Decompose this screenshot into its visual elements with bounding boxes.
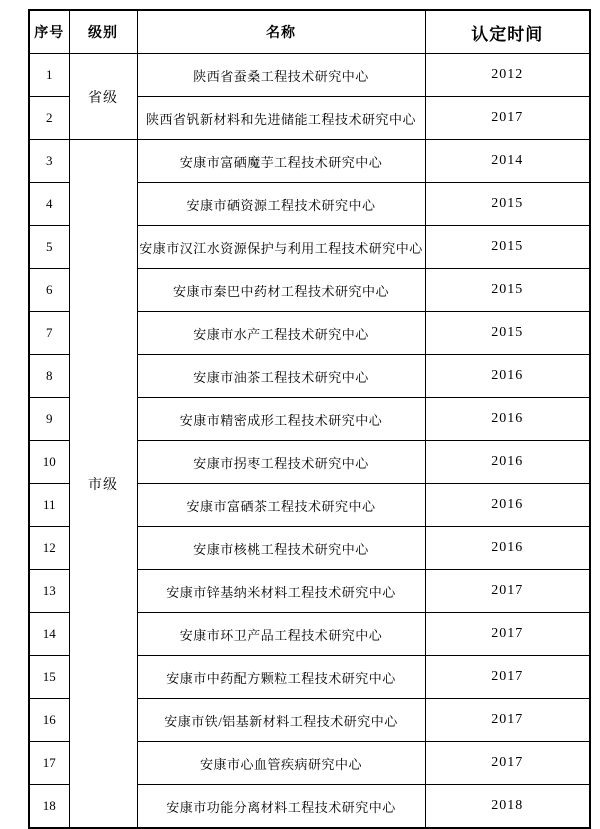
table-body — [29, 54, 590, 829]
cell-name: 安康市环卫产品工程技术研究中心 — [137, 613, 425, 656]
cell-serial-number: 7 — [29, 312, 69, 355]
table-row — [29, 140, 590, 183]
cell-serial-number: 8 — [29, 355, 69, 398]
cell-serial-number: 10 — [29, 441, 69, 484]
cell-level: 市级 — [69, 140, 137, 829]
header-name: 名称 — [137, 10, 425, 54]
cell-name: 安康市拐枣工程技术研究中心 — [137, 441, 425, 484]
cell-serial-number: 13 — [29, 570, 69, 613]
cell-name: 安康市硒资源工程技术研究中心 — [137, 183, 425, 226]
cell-year: 2016 — [425, 441, 590, 484]
cell-year: 2017 — [425, 613, 590, 656]
header-level: 级别 — [69, 10, 137, 54]
cell-year: 2017 — [425, 97, 590, 140]
cell-name: 安康市铁/铝基新材料工程技术研究中心 — [137, 699, 425, 742]
cell-serial-number: 16 — [29, 699, 69, 742]
cell-year: 2018 — [425, 785, 590, 829]
cell-year: 2016 — [425, 398, 590, 441]
cell-year: 2012 — [425, 54, 590, 97]
cell-serial-number: 2 — [29, 97, 69, 140]
table-row — [29, 54, 590, 97]
cell-name: 陕西省蚕桑工程技术研究中心 — [137, 54, 425, 97]
cell-name: 安康市心血管疾病研究中心 — [137, 742, 425, 785]
cell-year: 2016 — [425, 527, 590, 570]
cell-name: 安康市油茶工程技术研究中心 — [137, 355, 425, 398]
cell-serial-number: 5 — [29, 226, 69, 269]
cell-serial-number: 4 — [29, 183, 69, 226]
cell-serial-number: 17 — [29, 742, 69, 785]
cell-serial-number: 18 — [29, 785, 69, 829]
cell-serial-number: 15 — [29, 656, 69, 699]
cell-year: 2017 — [425, 570, 590, 613]
cell-serial-number: 6 — [29, 269, 69, 312]
cell-name: 安康市水产工程技术研究中心 — [137, 312, 425, 355]
cell-name: 安康市秦巴中药材工程技术研究中心 — [137, 269, 425, 312]
header-serial-number: 序号 — [29, 10, 69, 54]
cell-name: 安康市富硒茶工程技术研究中心 — [137, 484, 425, 527]
cell-name: 陕西省钒新材料和先进储能工程技术研究中心 — [137, 97, 425, 140]
header-row — [29, 10, 590, 54]
cell-year: 2015 — [425, 269, 590, 312]
cell-name: 安康市锌基纳米材料工程技术研究中心 — [137, 570, 425, 613]
cell-name: 安康市富硒魔芋工程技术研究中心 — [137, 140, 425, 183]
cell-level: 省级 — [69, 54, 137, 140]
cell-serial-number: 11 — [29, 484, 69, 527]
cell-year: 2015 — [425, 183, 590, 226]
cell-name: 安康市核桃工程技术研究中心 — [137, 527, 425, 570]
cell-name: 安康市精密成形工程技术研究中心 — [137, 398, 425, 441]
cell-name: 安康市中药配方颗粒工程技术研究中心 — [137, 656, 425, 699]
cell-year: 2017 — [425, 699, 590, 742]
cell-serial-number: 3 — [29, 140, 69, 183]
cell-serial-number: 12 — [29, 527, 69, 570]
cell-name: 安康市功能分离材料工程技术研究中心 — [137, 785, 425, 829]
cell-year: 2017 — [425, 656, 590, 699]
cell-serial-number: 1 — [29, 54, 69, 97]
cell-year: 2017 — [425, 742, 590, 785]
recognition-table — [28, 9, 591, 829]
header-recognition-time: 认定时间 — [425, 10, 590, 54]
cell-year: 2015 — [425, 312, 590, 355]
cell-serial-number: 9 — [29, 398, 69, 441]
cell-year: 2014 — [425, 140, 590, 183]
cell-year: 2015 — [425, 226, 590, 269]
cell-name: 安康市汉江水资源保护与利用工程技术研究中心 — [137, 226, 425, 269]
cell-year: 2016 — [425, 484, 590, 527]
cell-year: 2016 — [425, 355, 590, 398]
cell-serial-number: 14 — [29, 613, 69, 656]
